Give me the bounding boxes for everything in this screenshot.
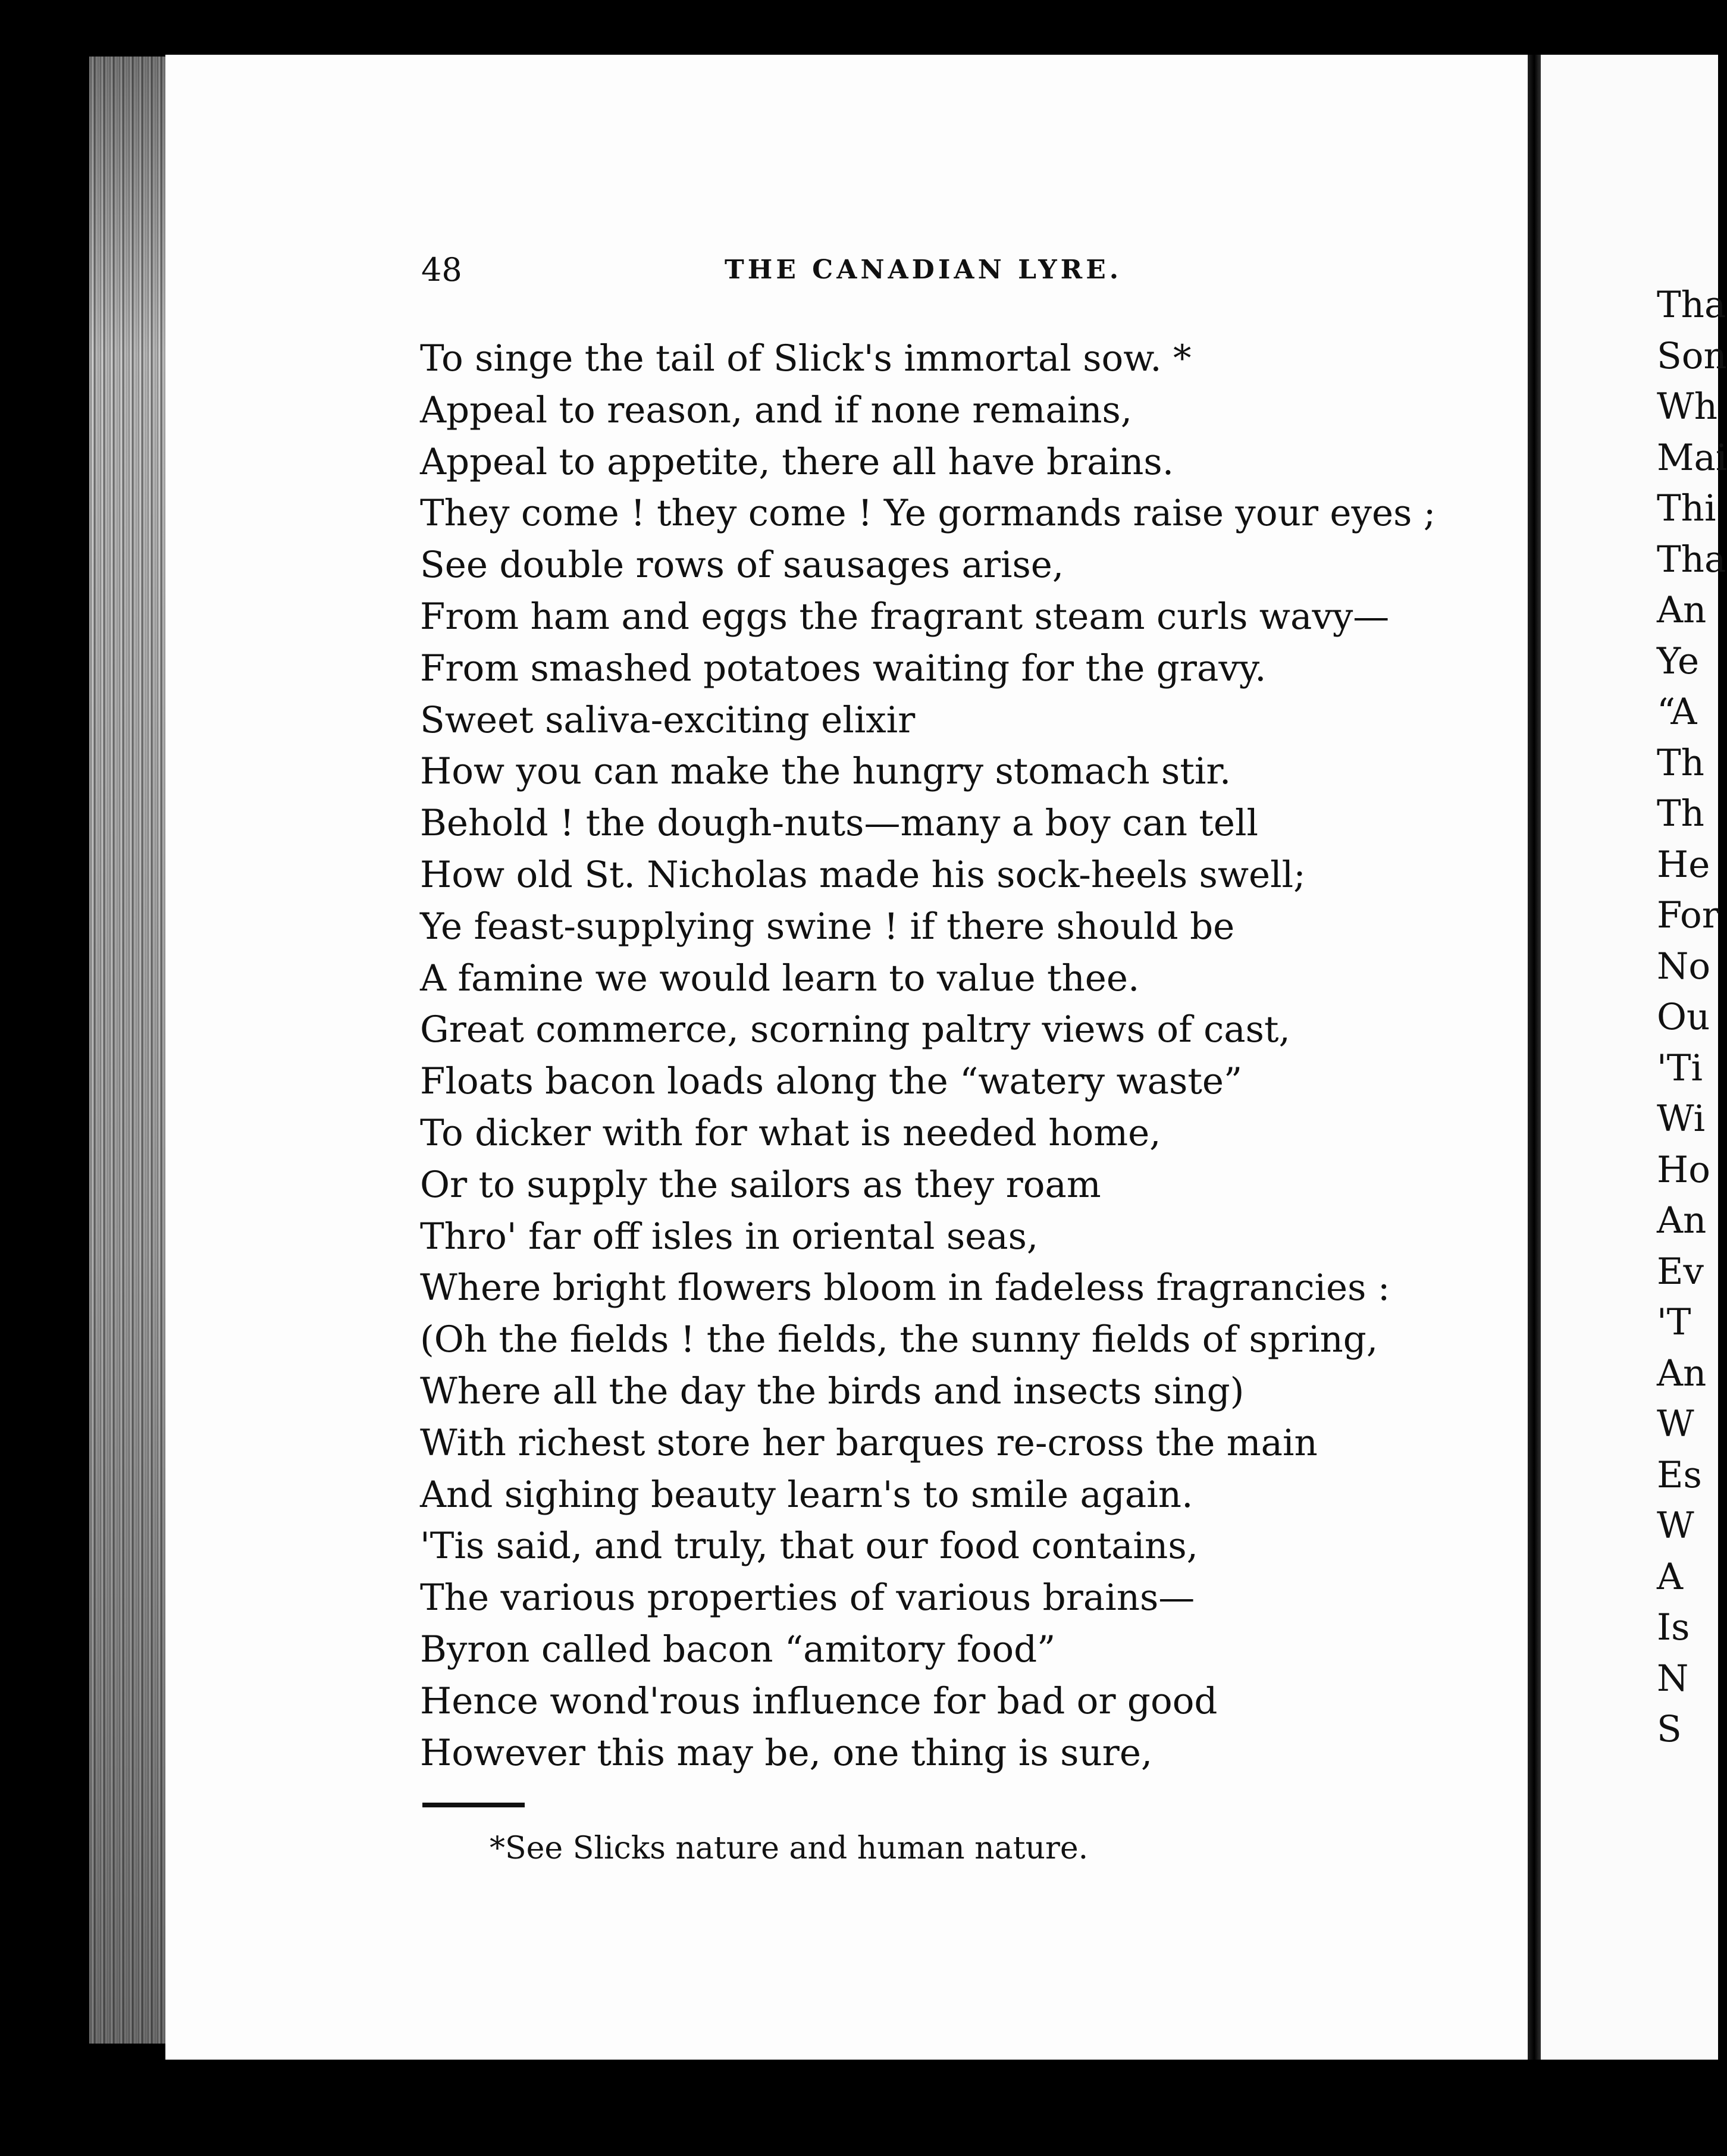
page-header xyxy=(165,251,1528,287)
poem-line: Appeal to appetite, there all have brains. xyxy=(420,440,1174,483)
poem-line: (Oh the fields ! the fields, the sunny fields of spring, xyxy=(420,1318,1378,1361)
poem-line: Thro' far off isles in oriental seas, xyxy=(420,1215,1039,1258)
right-page-line-fragment: No xyxy=(1657,945,1711,988)
poem-line: Where all the day the birds and insects sing) xyxy=(420,1370,1245,1412)
right-page-line-fragment: S xyxy=(1657,1708,1682,1750)
right-page-line-fragment: Th xyxy=(1657,741,1704,784)
poem-line: 'Tis said, and truly, that our food contains, xyxy=(420,1525,1199,1568)
poem-line: However this may be, one thing is sure, xyxy=(420,1731,1153,1774)
poem-line: They come ! they come ! Ye gormands raise your eyes ; xyxy=(420,492,1436,535)
right-page-line-fragment: Th xyxy=(1657,792,1704,835)
right-page-line-fragment: Wh xyxy=(1657,386,1717,428)
poem-line: Great commerce, scorning paltry views of cast, xyxy=(420,1008,1290,1051)
poem-body xyxy=(420,333,1580,1779)
right-page-line-fragment: An xyxy=(1657,1199,1707,1242)
right-page-line-fragment: Es xyxy=(1657,1453,1702,1496)
poem-line: And sighing beauty learn's to smile again. xyxy=(420,1473,1193,1516)
right-page-line-fragment: Son xyxy=(1657,334,1727,377)
poem-line: Behold ! the dough-nuts—many a boy can tell xyxy=(420,802,1259,845)
right-page-line-fragment: Tha xyxy=(1657,284,1726,326)
right-page-line-fragment: W xyxy=(1657,1505,1694,1547)
right-page-line-fragment: “A xyxy=(1657,691,1697,733)
poem-line: From smashed potatoes waiting for the gravy. xyxy=(420,647,1267,690)
poem-line: Or to supply the sailors as they roam xyxy=(420,1163,1101,1206)
right-page-line-fragment: Ye xyxy=(1657,640,1700,682)
poem-line: To singe the tail of Slick's immortal sow. * xyxy=(420,337,1192,380)
poem-line: With richest store her barques re-cross the main xyxy=(420,1421,1318,1464)
right-page-line-fragment: 'Ti xyxy=(1657,1046,1703,1089)
spine-shadow xyxy=(89,57,167,2044)
right-page-line-fragment: N xyxy=(1657,1657,1689,1700)
right-page-line-fragment: Mai xyxy=(1657,436,1727,479)
right-page-line-fragment: He xyxy=(1657,843,1710,886)
poem-line: From ham and eggs the fragrant steam curls wavy— xyxy=(420,595,1390,638)
right-page-line-fragment: Wi xyxy=(1657,1098,1706,1140)
poem-line: Ye feast-supplying swine ! if there should be xyxy=(420,905,1235,948)
running-head: THE CANADIAN LYRE. xyxy=(725,255,1123,285)
poem-line: The various properties of various brains— xyxy=(420,1577,1195,1619)
poem-line: Where bright flowers bloom in fadeless fragrancies : xyxy=(420,1267,1390,1309)
right-page-line-fragment: 'T xyxy=(1657,1301,1691,1343)
right-page-text xyxy=(1657,280,1727,1755)
right-page-line-fragment: Thi xyxy=(1657,487,1716,529)
right-page-line-fragment: W xyxy=(1657,1403,1694,1445)
poem-line: Byron called bacon “amitory food” xyxy=(420,1628,1056,1671)
right-page-line-fragment: Ev xyxy=(1657,1250,1704,1293)
right-page-line-fragment: Is xyxy=(1657,1606,1690,1649)
left-page xyxy=(165,55,1528,2060)
right-page-line-fragment: An xyxy=(1657,589,1707,631)
footnote-rule xyxy=(422,1803,525,1807)
poem-line: A famine we would learn to value thee. xyxy=(420,957,1140,999)
right-page-line-fragment: Tha xyxy=(1657,538,1726,581)
poem-line: How old St. Nicholas made his sock-heels swell; xyxy=(420,853,1306,896)
page-number: 48 xyxy=(421,251,462,289)
right-page-line-fragment: Ou xyxy=(1657,996,1710,1038)
poem-line: Hence wond'rous influence for bad or good xyxy=(420,1679,1218,1722)
poem-line: See double rows of sausages arise, xyxy=(420,544,1064,587)
poem-line: Floats bacon loads along the “watery waste” xyxy=(420,1060,1243,1103)
right-page-line-fragment: Ho xyxy=(1657,1148,1710,1191)
poem-line: How you can make the hungry stomach stir. xyxy=(420,750,1231,793)
right-page-line-fragment: For xyxy=(1657,894,1719,936)
poem-line: To dicker with for what is needed home, xyxy=(420,1111,1161,1154)
book-gutter xyxy=(1528,55,1541,2060)
poem-line: Appeal to reason, and if none remains, xyxy=(420,388,1133,431)
footnote: *See Slicks nature and human nature. xyxy=(490,1831,1089,1866)
right-page-line-fragment: An xyxy=(1657,1352,1707,1394)
right-page-line-fragment: A xyxy=(1657,1555,1684,1598)
poem-line: Sweet saliva-exciting elixir xyxy=(420,698,916,741)
